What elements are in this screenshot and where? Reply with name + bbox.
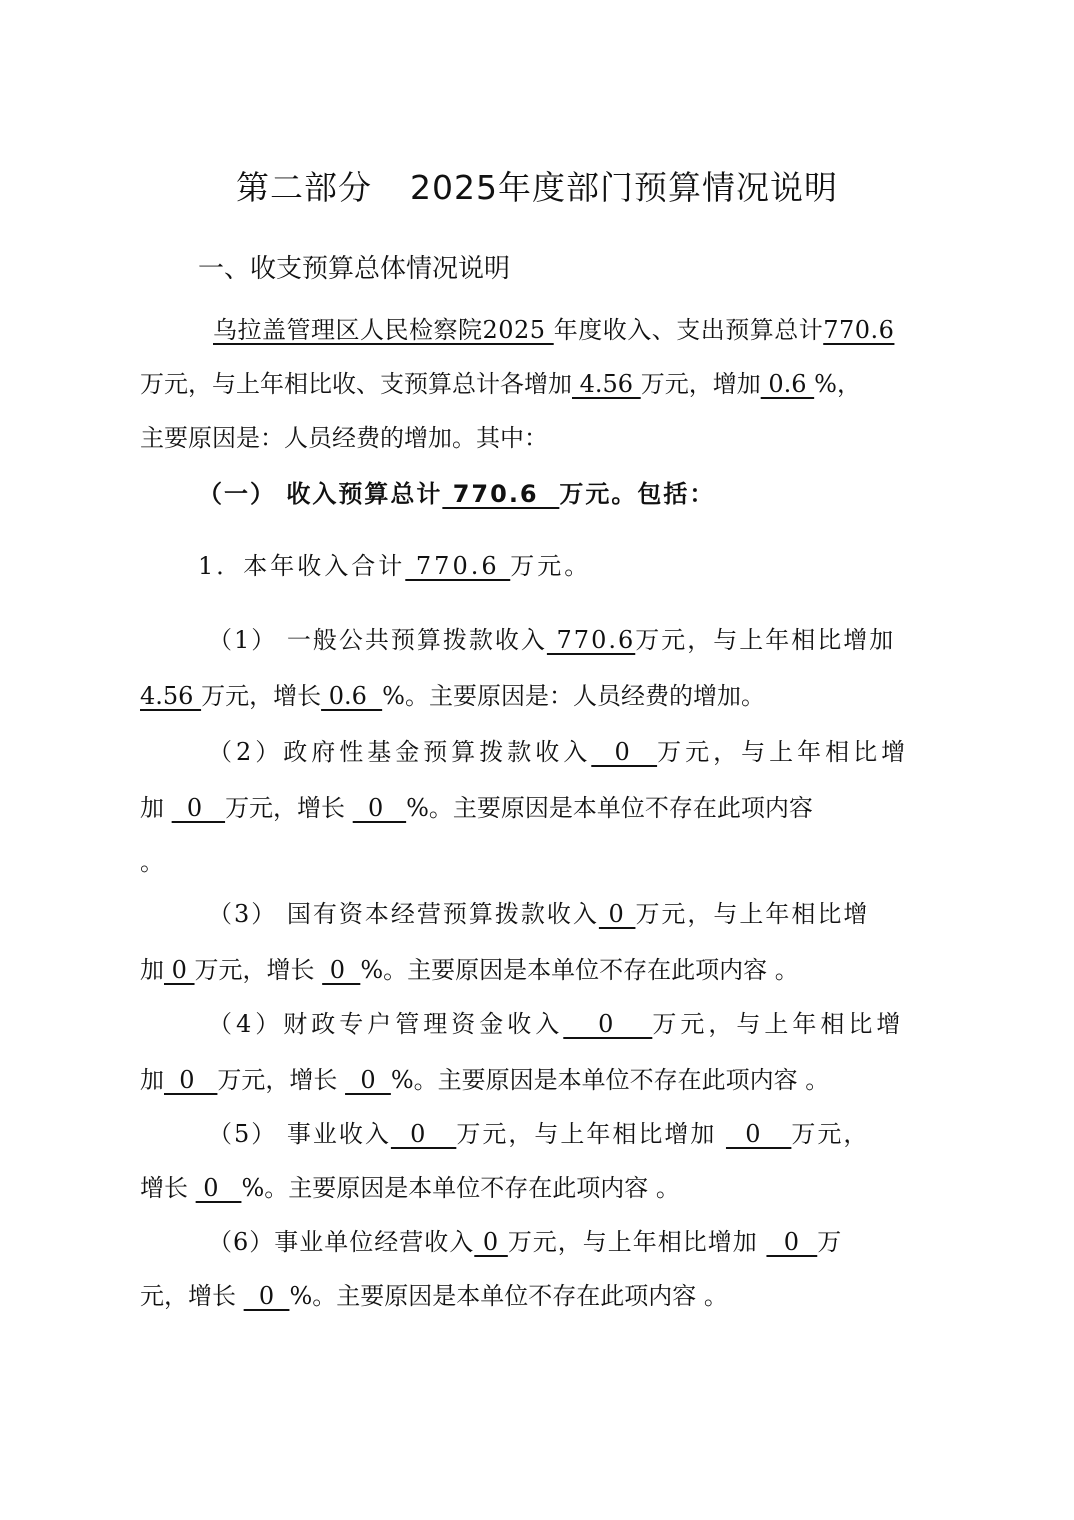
- item-2-line-1: （2）政府性基金预算拨款收入 0 万元，与上年相比增: [208, 738, 910, 766]
- unit-name: 乌拉盖管理区人民检察院2025: [213, 316, 554, 344]
- item-5-line-1: （5） 事业收入 0 万元，与上年相比增加 0 万元，: [208, 1120, 870, 1148]
- income-heading: （一） 收入预算总计 770.6 万元。包括：: [198, 480, 716, 508]
- intro-line-3: 主要原因是：人员经费的增加。其中：: [140, 424, 548, 452]
- intro-line-1: 乌拉盖管理区人民检察院2025 年度收入、支出预算总计770.6: [213, 316, 895, 344]
- item-3-line-2: 加 0 万元，增长 0 %。主要原因是本单位不存在此项内容 。: [140, 956, 799, 984]
- item-2-line-3: 。: [140, 848, 164, 876]
- item-4-line-2: 加 0 万元，增长 0 %。主要原因是本单位不存在此项内容 。: [140, 1066, 830, 1094]
- income-line-1: 1．本年收入合计 770.6 万元。: [198, 552, 592, 580]
- increase-pct: 0.6: [760, 370, 815, 398]
- item-4-line-1: （4）财政专户管理资金收入 0 万元，与上年相比增: [208, 1010, 905, 1038]
- title-text: 2025年度部门预算情况说明: [410, 168, 838, 207]
- item-6-line-1: （6）事业单位经营收入 0 万元，与上年相比增加 0 万: [208, 1228, 843, 1256]
- section-heading: 一、收支预算总体情况说明: [198, 254, 511, 284]
- total-value: 770.6: [823, 316, 895, 344]
- item-3-line-1: （3） 国有资本经营预算拨款收入 0 万元，与上年相比增: [208, 900, 870, 928]
- income-total: 770.6: [442, 480, 560, 508]
- item-2-line-2: 加 0 万元，增长 0 %。主要原因是本单位不存在此项内容: [140, 794, 813, 822]
- item-5-line-2: 增长 0 %。主要原因是本单位不存在此项内容 。: [140, 1174, 680, 1202]
- item-1-line-1: （1） 一般公共预算拨款收入 770.6万元，与上年相比增加: [208, 626, 896, 654]
- title-part: 第二部分: [236, 168, 372, 207]
- item-1-line-2: 4.56 万元，增长 0.6 %。主要原因是：人员经费的增加。: [140, 682, 765, 710]
- page-title: [0, 162, 1074, 209]
- intro-line-2: 万元，与上年相比收、支预算总计各增加 4.56 万元，增加 0.6 %，: [140, 370, 861, 398]
- item-6-line-2: 元，增长 0 %。主要原因是本单位不存在此项内容 。: [140, 1282, 728, 1310]
- year-income-total: 770.6: [405, 552, 511, 580]
- increase-value: 4.56: [572, 370, 641, 398]
